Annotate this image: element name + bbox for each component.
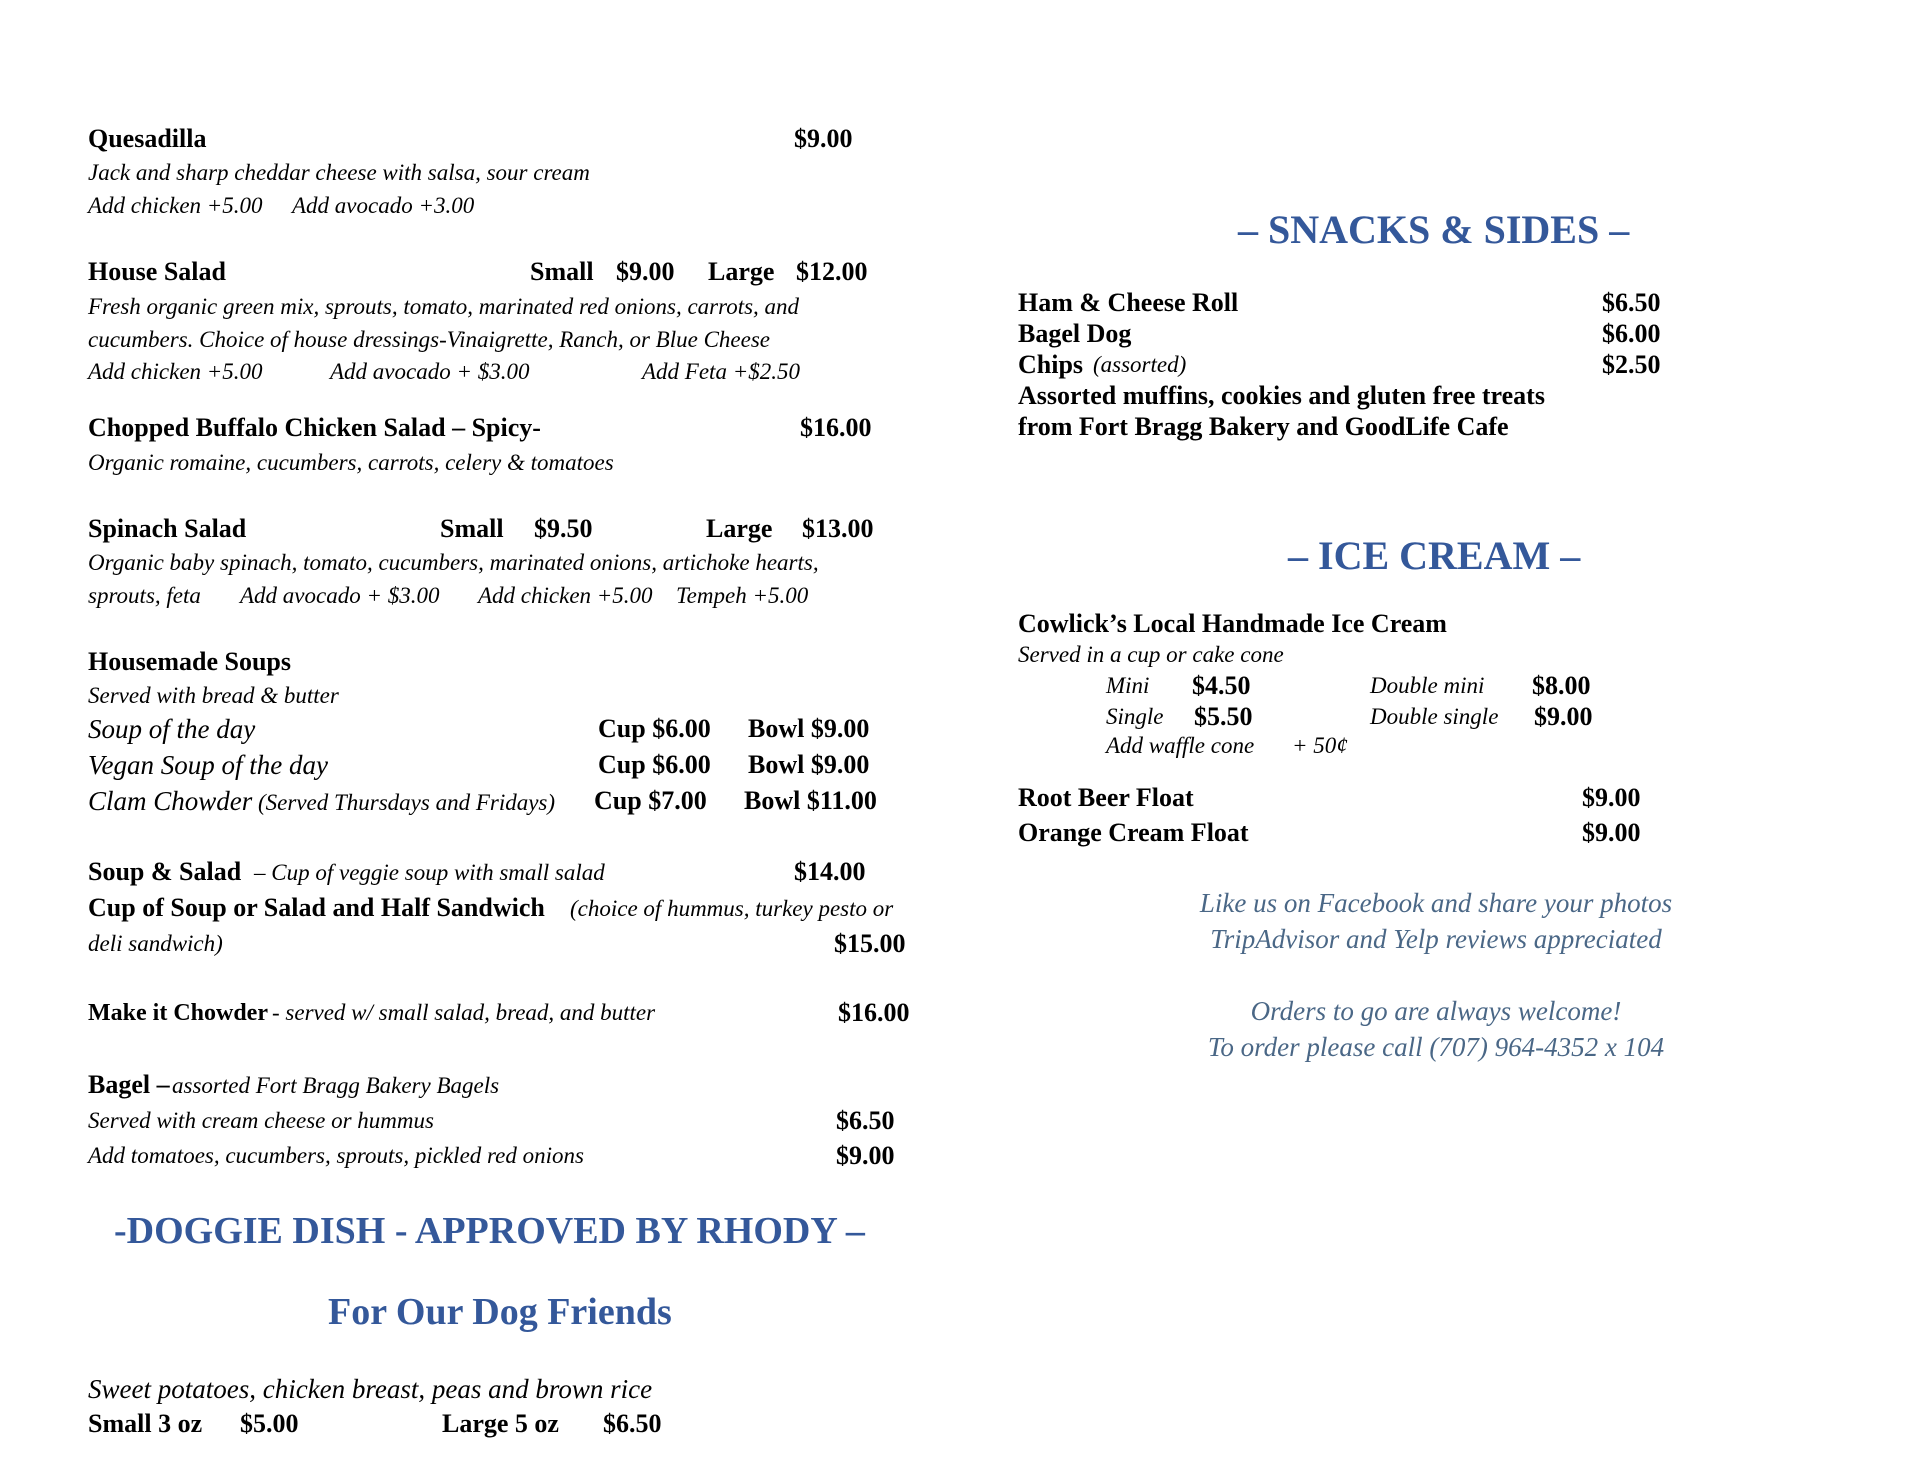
- item-price: $16.00: [800, 413, 872, 442]
- item-description: assorted Fort Bragg Bakery Bagels: [172, 1073, 500, 1098]
- soup-cup-price: Cup $6.00: [598, 714, 711, 743]
- soup-bowl-price: Bowl $9.00: [748, 714, 870, 743]
- item-price: $9.50: [534, 514, 593, 543]
- size-label: Mini: [1106, 673, 1150, 698]
- soup-name: Soup of the day: [88, 714, 256, 744]
- item-description: sprouts, feta: [88, 583, 201, 608]
- item-description: Sweet potatoes, chicken breast, peas and brown rice: [88, 1374, 653, 1404]
- item-price: $6.50: [836, 1106, 895, 1135]
- snack-note: (assorted): [1093, 352, 1187, 377]
- item-description: Fresh organic green mix, sprouts, tomato, marinated red onions, carrots, and: [88, 294, 800, 319]
- item-price: $9.00: [616, 257, 675, 286]
- soup-cup-price: Cup $6.00: [598, 750, 711, 779]
- float-name: Orange Cream Float: [1018, 818, 1249, 847]
- item-addon: Add chicken +5.00: [478, 583, 653, 608]
- soup-name: Vegan Soup of the day: [88, 750, 328, 780]
- social-note: Like us on Facebook and share your photos: [1199, 888, 1673, 918]
- item-name: Cup of Soup or Salad and Half Sandwich: [88, 893, 545, 922]
- item-price: $6.50: [603, 1409, 662, 1438]
- item-description: Jack and sharp cheddar cheese with salsa, sour cream: [88, 160, 590, 185]
- item-description: Served in a cup or cake cone: [1018, 642, 1284, 667]
- item-name: Bagel –: [88, 1070, 170, 1099]
- item-option: Served with cream cheese or hummus: [88, 1108, 434, 1133]
- item-addon: Tempeh +5.00: [676, 583, 809, 608]
- item-price: $4.50: [1192, 671, 1251, 700]
- item-name: Cowlick’s Local Handmade Ice Cream: [1018, 609, 1447, 638]
- float-price: $9.00: [1582, 783, 1641, 812]
- item-price: $13.00: [802, 514, 874, 543]
- size-label: Large 5 oz: [442, 1409, 559, 1438]
- snack-name: Bagel Dog: [1018, 319, 1132, 348]
- phone-note: To order please call (707) 964-4352 x 104: [1207, 1032, 1665, 1062]
- section-subtitle: Served with bread & butter: [88, 683, 339, 708]
- item-addon: Add avocado + $3.00: [330, 359, 530, 384]
- snack-price: $6.00: [1602, 319, 1661, 348]
- item-name: Chopped Buffalo Chicken Salad – Spicy-: [88, 413, 541, 442]
- soup-name: Clam Chowder: [88, 786, 253, 816]
- item-name: Soup & Salad: [88, 857, 242, 886]
- addon-label: Add waffle cone: [1106, 733, 1255, 758]
- treats-description: Assorted muffins, cookies and gluten free treats: [1018, 381, 1545, 410]
- item-price: $8.00: [1532, 671, 1591, 700]
- to-go-note: Orders to go are always welcome!: [1250, 996, 1622, 1026]
- item-name: Make it Chowder: [88, 1000, 268, 1026]
- size-label: Single: [1106, 704, 1164, 729]
- soup-cup-price: Cup $7.00: [594, 786, 707, 815]
- item-description: – Cup of veggie soup with small salad: [254, 860, 605, 885]
- section-title: Housemade Soups: [88, 647, 291, 676]
- float-price: $9.00: [1582, 818, 1641, 847]
- item-addon: Add avocado +3.00: [292, 193, 475, 218]
- treats-description: from Fort Bragg Bakery and GoodLife Cafe: [1018, 412, 1509, 441]
- size-label: Small: [440, 514, 504, 543]
- float-name: Root Beer Float: [1018, 783, 1194, 812]
- size-label: Small: [530, 257, 594, 286]
- item-price: $14.00: [794, 857, 866, 886]
- item-addon: Add avocado + $3.00: [240, 583, 440, 608]
- item-description: Organic baby spinach, tomato, cucumbers, marinated onions, artichoke hearts,: [88, 550, 819, 575]
- size-label: Large: [706, 514, 773, 543]
- section-subheading: For Our Dog Friends: [328, 1291, 672, 1333]
- item-description: cucumbers. Choice of house dressings-Vinaigrette, Ranch, or Blue Cheese: [88, 327, 770, 352]
- size-label: Large: [708, 257, 775, 286]
- section-heading: – ICE CREAM –: [1288, 533, 1581, 578]
- review-note: TripAdvisor and Yelp reviews appreciated: [1210, 924, 1662, 954]
- item-description: - served w/ small salad, bread, and butter: [272, 1000, 656, 1025]
- item-name: Spinach Salad: [88, 514, 247, 543]
- item-price: $5.00: [240, 1409, 299, 1438]
- soup-bowl-price: Bowl $9.00: [748, 750, 870, 779]
- item-price: $15.00: [834, 929, 906, 958]
- item-addon: Add chicken +5.00: [88, 359, 263, 384]
- size-label: Double single: [1370, 704, 1499, 729]
- snack-name: Chips: [1018, 350, 1084, 379]
- size-label: Double mini: [1370, 673, 1485, 698]
- item-price: $12.00: [796, 257, 868, 286]
- item-name: House Salad: [88, 257, 226, 286]
- item-price: $9.00: [1534, 702, 1593, 731]
- section-heading: -DOGGIE DISH - APPROVED BY RHODY –: [114, 1210, 865, 1252]
- item-option: Add tomatoes, cucumbers, sprouts, pickled red onions: [88, 1143, 584, 1168]
- snack-price: $6.50: [1602, 288, 1661, 317]
- item-description: (choice of hummus, turkey pesto or: [570, 896, 894, 921]
- item-name: Quesadilla: [88, 124, 207, 153]
- item-price: $9.00: [794, 124, 853, 153]
- item-description: Organic romaine, cucumbers, carrots, celery & tomatoes: [88, 450, 614, 475]
- item-price: $9.00: [836, 1141, 895, 1170]
- item-addon: Add Feta +$2.50: [642, 359, 800, 384]
- item-description: deli sandwich): [88, 931, 223, 956]
- snack-name: Ham & Cheese Roll: [1018, 288, 1239, 317]
- section-heading: – SNACKS & SIDES –: [1238, 207, 1630, 252]
- item-price: $5.50: [1194, 702, 1253, 731]
- addon-price: + 50¢: [1292, 733, 1348, 758]
- soup-bowl-price: Bowl $11.00: [744, 786, 877, 815]
- soup-note: (Served Thursdays and Fridays): [258, 790, 556, 815]
- item-addon: Add chicken +5.00: [88, 193, 263, 218]
- snack-price: $2.50: [1602, 350, 1661, 379]
- item-price: $16.00: [838, 998, 910, 1027]
- size-label: Small 3 oz: [88, 1409, 203, 1438]
